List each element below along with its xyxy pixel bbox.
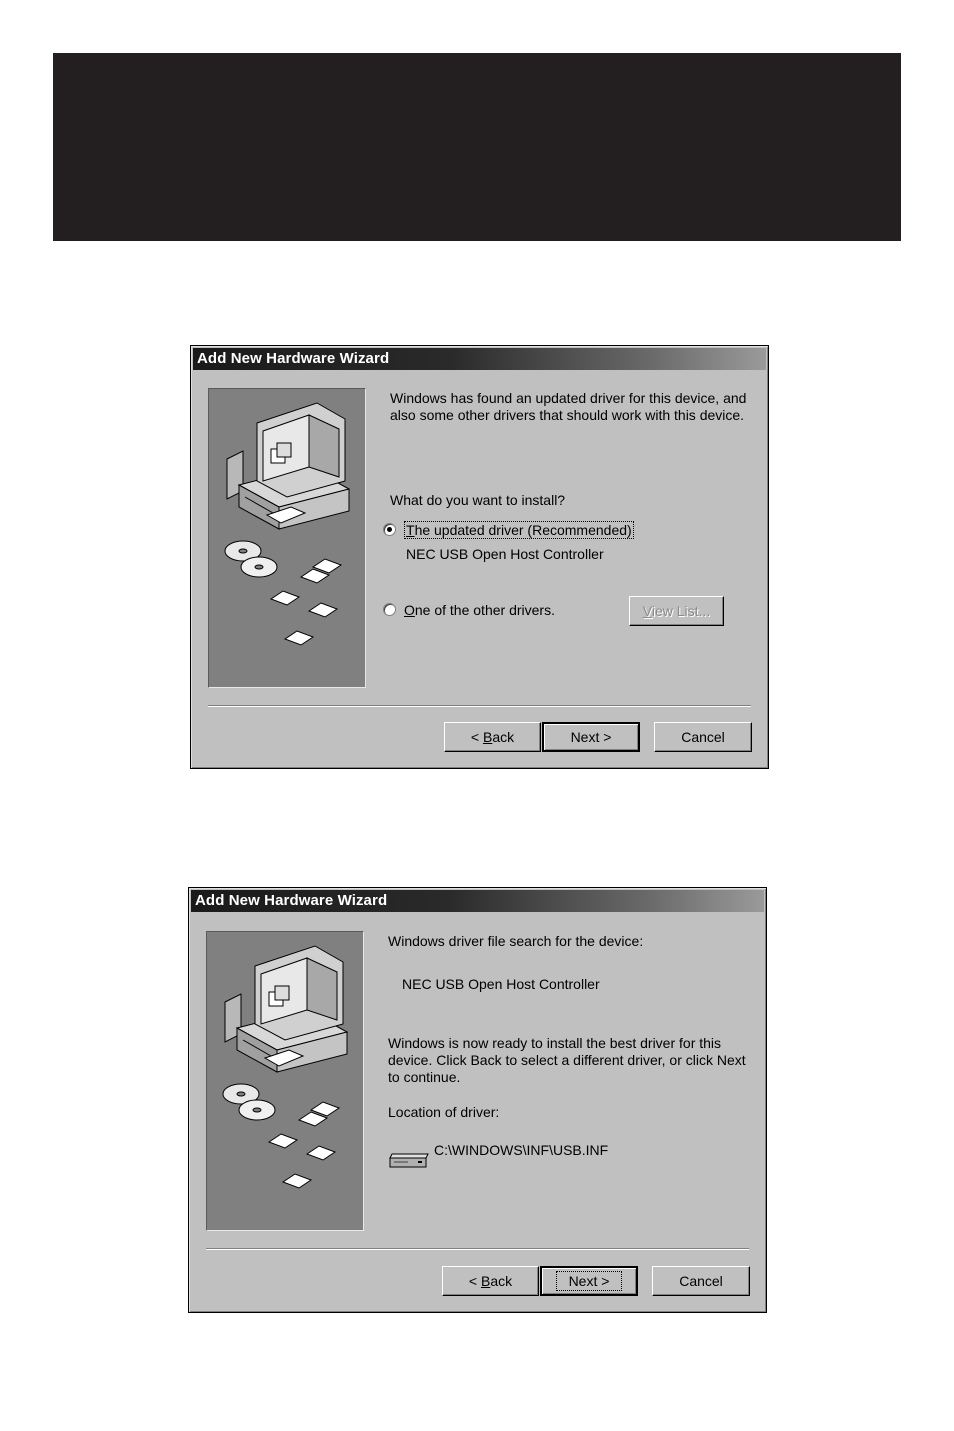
recommended-driver-name: NEC USB Open Host Controller: [406, 546, 604, 562]
computer-with-discs-illustration-icon: [209, 389, 365, 687]
cancel-button[interactable]: Cancel: [654, 722, 752, 752]
search-label: Windows driver file search for the device:: [388, 933, 644, 949]
back-button[interactable]: < Back: [444, 722, 541, 752]
location-label: Location of driver:: [388, 1104, 500, 1120]
wizard-dialog-driver-choice: [190, 345, 769, 769]
hard-drive-icon: [388, 1150, 430, 1170]
cancel-button[interactable]: Cancel: [652, 1266, 750, 1296]
radio-other-drivers[interactable]: [383, 600, 583, 622]
wizard-dialog-ready-to-install: [188, 887, 767, 1313]
window-title: Add New Hardware Wizard: [195, 892, 388, 909]
button-separator: [206, 1248, 749, 1250]
radio-other-drivers-label: One of the other drivers.: [404, 602, 555, 618]
title-bar[interactable]: [191, 890, 764, 912]
computer-with-discs-illustration-icon: [207, 932, 363, 1230]
black-header-band: [53, 53, 901, 241]
window-title: Add New Hardware Wizard: [197, 350, 390, 367]
wizard-illustration: [206, 931, 364, 1231]
question-label: What do you want to install?: [390, 492, 566, 508]
intro-text: Windows has found an updated driver for this device, and also some other drivers that should work with this device.: [390, 390, 747, 423]
radio-button-icon[interactable]: [383, 523, 396, 536]
view-list-button[interactable]: View List...: [629, 596, 724, 626]
next-button[interactable]: Next >: [542, 722, 640, 752]
back-button[interactable]: < Back: [442, 1266, 539, 1296]
wizard-illustration: [208, 388, 366, 688]
title-bar[interactable]: [193, 348, 766, 370]
radio-updated-driver-label: The updated driver (Recommended): [406, 522, 632, 538]
radio-updated-driver[interactable]: [383, 520, 643, 542]
ready-text: Windows is now ready to install the best driver for this device. Click Back to select a different driver, or click Next to continue.: [388, 1035, 746, 1085]
driver-path: C:\WINDOWS\INF\USB.INF: [434, 1142, 609, 1158]
device-name: NEC USB Open Host Controller: [402, 976, 600, 992]
radio-button-icon[interactable]: [383, 603, 396, 616]
next-button[interactable]: Next >: [540, 1266, 638, 1296]
button-separator: [208, 705, 751, 707]
